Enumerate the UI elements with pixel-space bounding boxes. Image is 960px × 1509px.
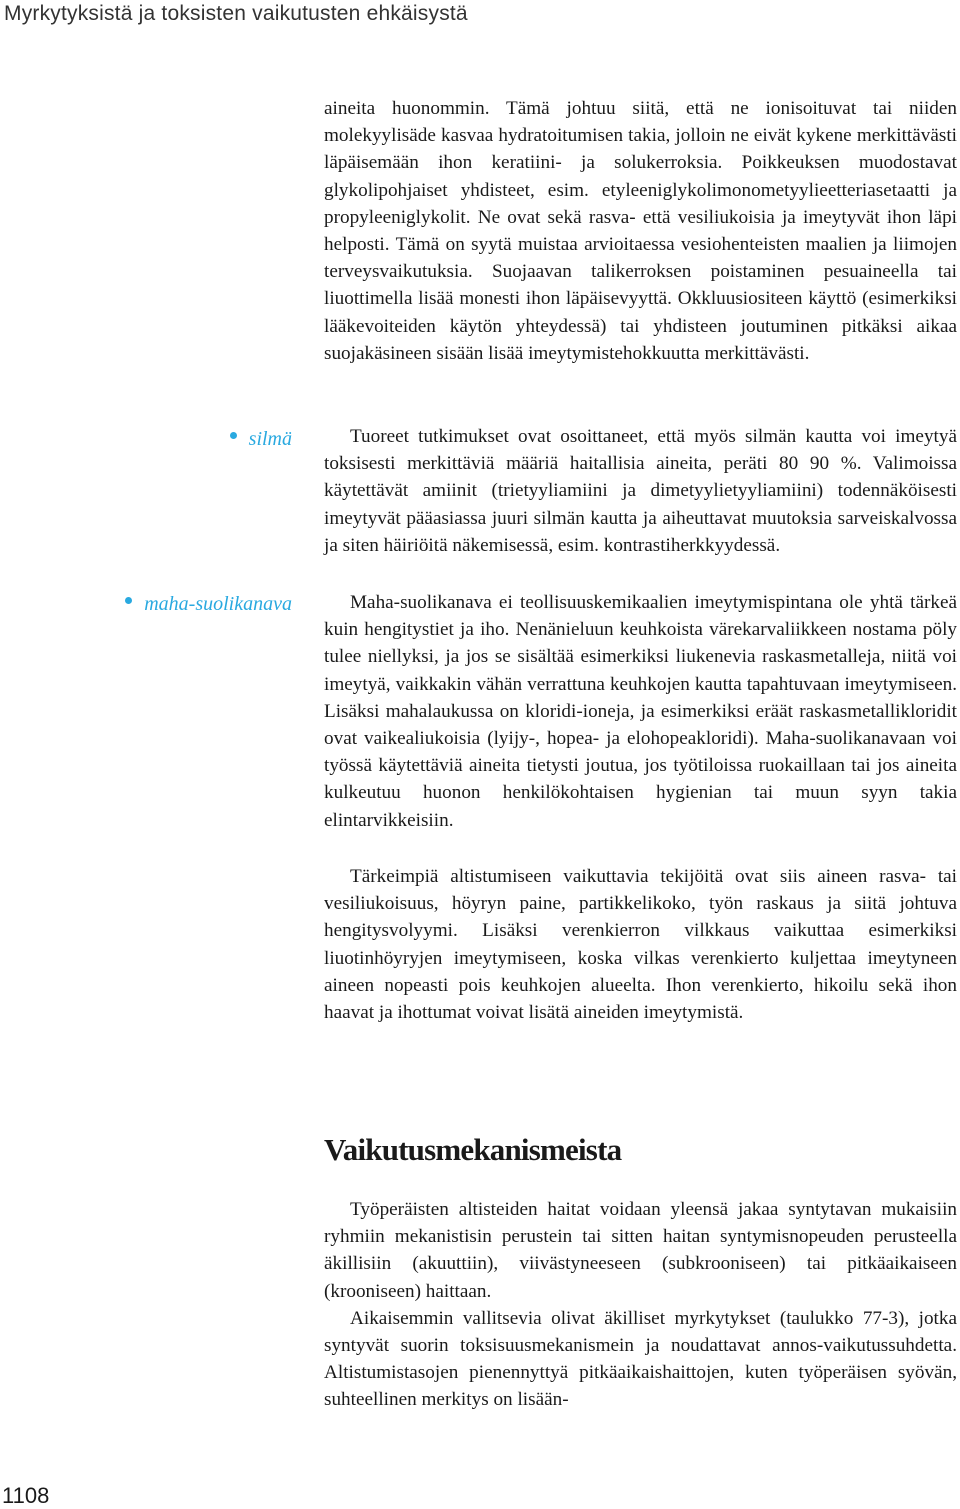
paragraph-maha-suolikanava: Maha-suolikanava ei teollisuuskemikaalien imeytymispintana ole yhtä tärkeä kuin hengitystiet ja iho. Nenänieluun keuhkoista värekarvaliikkeen nostama pöly tulee niellyksi, ja jos se sisältää esimerkiksi liukenevia raskasmetalleja, niitä voi imeytyä, vaikkakin vähän verrattuna keuhkojen kautta tapahtuvaan imeytymiseen. Lisäksi mahalaukussa on kloridi-ioneja, ja esimerkiksi eräät raskasmetallikloridit ovat vaikealiukoisia (lyijy-, hopea- ja elohopeakloridi). Maha-suolikanavaan voi työssä käytettäviä aineita tietysti joutua, jos työtiloissa ruokaillaan tai jos aineita kulkeutuu huonon henkilökohtaisen hygienian tai muun syyn takia elintarvikkeisiin.	[324, 592, 957, 831]
section-heading: Vaikutusmekanismeista	[324, 1132, 622, 1167]
bullet-icon	[230, 432, 237, 439]
margin-note-silma	[230, 428, 292, 451]
text-block-vaikutusmekanismit	[324, 1196, 957, 1414]
margin-note-label: maha-suolikanava	[144, 593, 292, 615]
page-number: 1108	[2, 1483, 50, 1508]
paragraph-akuutit-myrkytykset: Aikaisemmin vallitsevia olivat äkilliset myrkytykset (taulukko 77-3), jotka syntyvät suorin toksisuusmekanismein ja noudattavat annos-vaikutussuhdetta. Altistumistasojen pienennyttyä pitkäaikaishaittojen, kuten työperäisen syövän, suhteellinen merkitys on lisään-	[324, 1307, 957, 1411]
paragraph-haittojen-jako: Työperäisten altisteiden haitat voidaan yleensä jakaa syntytavan mukaisiin ryhmiin mekanistisin perustein tai sitten haitan syntymisnopeuden perusteella äkillisiin (akuuttiin), viivästyneeseen (subkrooniseen) tai pitkäaikaiseen (krooniseen) haittaan.	[324, 1199, 957, 1302]
paragraph-silma: Tuoreet tutkimukset ovat osoittaneet, että myös silmän kautta voi imeytyä toksisesti merkittäviä määriä haitallisia aineita, peräti 80 90 %. Valimoissa käytettävät amiinit (trietyyliamiini ja dimetyylietyyliamiini) todennäköisesti imeytyvät pääasiassa juuri silmän kautta ja aiheuttavat muutoksia sarveiskalvossa ja siten häiriöitä näkemisessä, esim. kontrastiherkkyydessä.	[324, 426, 957, 556]
bullet-icon	[125, 597, 132, 604]
text-block-silma	[324, 423, 957, 559]
margin-note-label: silmä	[248, 428, 292, 450]
paragraph-altistumistekijat: Tärkeimpiä altistumiseen vaikuttavia tekijöitä ovat siis aineen rasva- tai vesiliukoisuus, höyryn paine, partikkelikoko, työn raskaus ja siitä johtuva hengitysvolyymi. Lisäksi verenkierron vilkkaus vaikuttaa esimerkiksi liuotinhöyryjen imeytymiseen, koska vilkas verenkierto kuljettaa imeytyneen aineen nopeasti pois keuhkojen alueelta. Ihon verenkierto, hikoilu sekä ihon haavat ja ihottumat voivat lisätä aineiden imeytymistä.	[324, 866, 957, 1024]
paragraph-iho-imeytyminen: aineita huonommin. Tämä johtuu siitä, että ne ionisoituvat tai niiden molekyylisäde kasvaa hydratoitumisen takia, jolloin ne eivät kykene merkittävästi läpäisemään ihon keratiini- ja solukerroksia. Poikkeuksen muodostavat glykolipohjaiset yhdisteet, esim. etyleeniglykolimonometyylieetteriasetaatti ja propyleeniglykolit. Ne ovat sekä rasva- että vesiliukoisia ja imeytyvät ihon läpi helposti. Tämä on syytä muistaa arvioitaessa vesiohenteisten maalien ja liimojen terveysvaikutuksia. Suojaavan talikerroksen poistaminen pesuaineella tai liuottimella lisää monesti ihon läpäisevyyttä. Okkluusiositeen käyttö (esimerkiksi lääkevoiteiden käytön yhteydessä) tai yhdisteen joutuminen pitkäksi aikaa suojakäsineen sisään lisää imeytymistehokkuutta merkittävästi.	[324, 98, 957, 364]
text-block-ihon-kautta	[324, 95, 957, 367]
text-block-altistumistekijat	[324, 863, 957, 1026]
margin-note-maha-suolikanava	[125, 593, 292, 616]
text-block-maha-suolikanava	[324, 589, 957, 834]
running-header: Myrkytyksistä ja toksisten vaikutusten ehkäisystä	[4, 2, 468, 25]
